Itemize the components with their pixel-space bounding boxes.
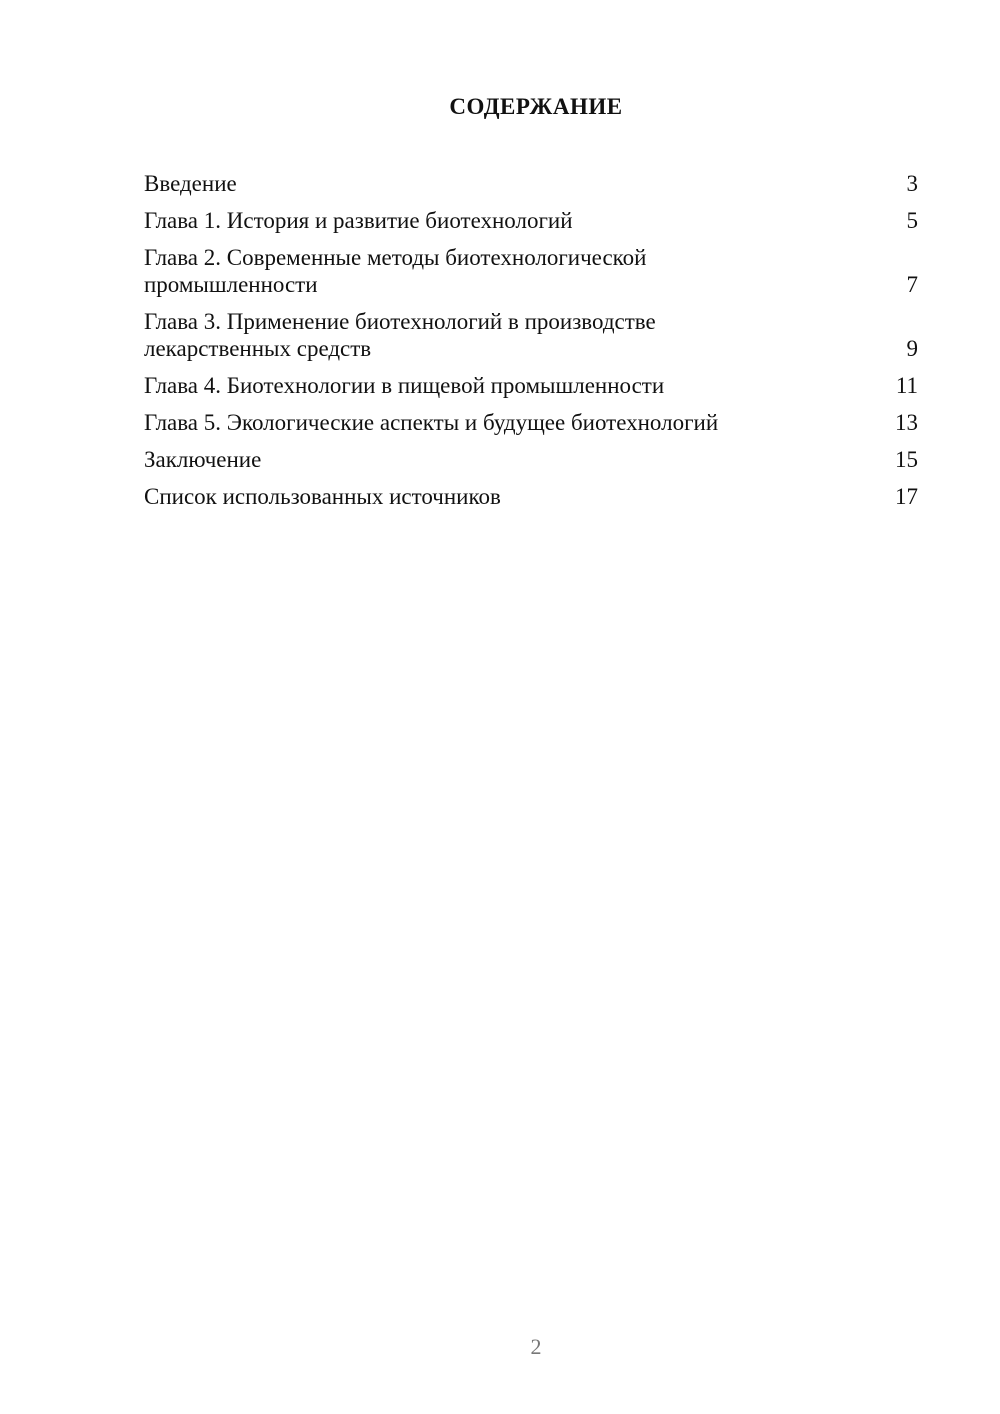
toc-entry-chapter-3[interactable] — [144, 308, 918, 362]
toc-entry-page: 5 — [906, 208, 918, 233]
toc-entry-text: Глава 2. Современные методы биотехнологической промышленности — [144, 245, 647, 297]
toc-entry-page: 11 — [895, 373, 918, 398]
toc-entry-introduction[interactable] — [144, 170, 918, 197]
toc-entry-chapter-5[interactable] — [144, 409, 918, 436]
page-number: 2 — [530, 1334, 542, 1359]
toc-entry-text: Глава 1. История и развитие биотехнологий — [144, 208, 573, 233]
toc-entry-conclusion[interactable] — [144, 446, 918, 473]
toc-entry-references[interactable] — [144, 483, 918, 510]
toc-entry-text: Глава 4. Биотехнологии в пищевой промышленности — [144, 373, 665, 398]
toc-entry-text: Глава 5. Экологические аспекты и будущее биотехнологий — [144, 410, 719, 435]
table-of-contents — [144, 170, 918, 520]
toc-entry-page: 3 — [906, 171, 918, 196]
page-title: СОДЕРЖАНИЕ — [449, 94, 623, 119]
toc-entry-text: Введение — [144, 171, 237, 196]
toc-entry-text: Список использованных источников — [144, 484, 501, 509]
toc-entry-text: Глава 3. Применение биотехнологий в производстве лекарственных средств — [144, 309, 656, 361]
toc-entry-chapter-1[interactable] — [144, 207, 918, 234]
toc-entry-page: 17 — [895, 484, 918, 509]
toc-entry-page: 9 — [906, 336, 918, 361]
toc-entry-page: 7 — [906, 272, 918, 297]
toc-entry-text: Заключение — [144, 447, 262, 472]
toc-entry-chapter-4[interactable] — [144, 372, 918, 399]
toc-entry-page: 15 — [895, 447, 918, 472]
toc-entry-page: 13 — [895, 410, 918, 435]
toc-entry-chapter-2[interactable] — [144, 244, 918, 298]
